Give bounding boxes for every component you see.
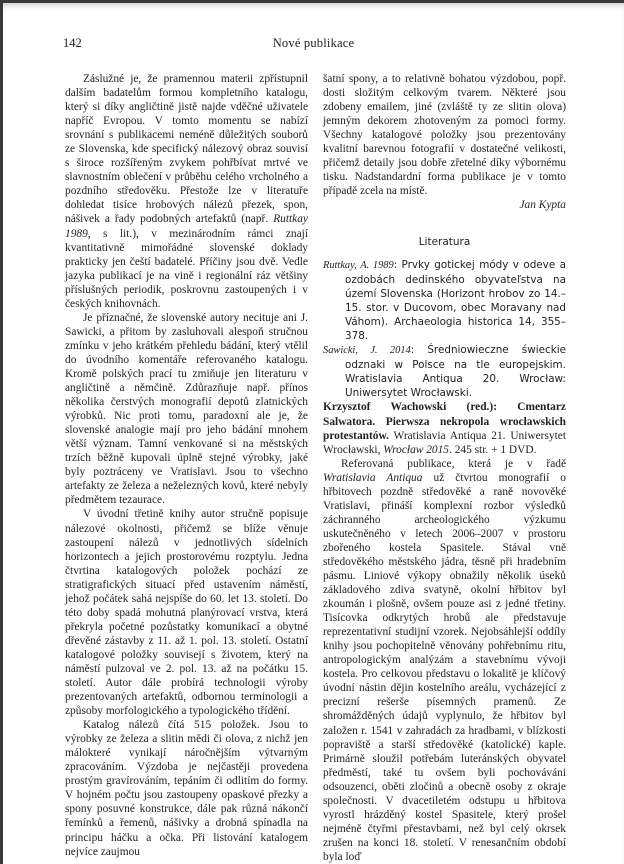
citation: Ruttkay 1989 <box>65 213 308 240</box>
reference-text: : Prvky gotickej módy v odeve a ozdobách dedinského obyvateľstva na území Slovenska (Horizont hrobov zo 14.–15. stor. v Ducovom, obec Moravany nad Váhom). Archaeologia historica 14, 355–378. <box>345 258 566 342</box>
review-series: Wratislavia Antiqua 21. Uniwersytet Wrocławski, <box>323 429 566 456</box>
reference-item <box>323 343 566 400</box>
paragraph <box>65 72 308 311</box>
paragraph-text: Záslužné je, že pramennou materii zpřístupnil dalším badatelům formou kompletního katalogu, který si díky angličtině jistě najde vděčné uživatele napříč Evropou. V tomto momentu se nabízí srovnání s publikacemi neméně důležitých souborů ze Slovenska, kde specifický nálezový obraz souvisí s široce rozšířeným zvykem pohřbívat mrtvé ve slavnostním oblečení v průběhu celého vrcholného a pozdního středověku. Přestože lze v literatuře dohledat tisíce hrobových nálezů přezek, spon, nášivek a řady podobných artefaktů (např. <box>65 73 308 226</box>
paragraph <box>323 457 566 864</box>
paragraph: V úvodní třetině knihy autor stručně popisuje nálezové okolnosti, přičemž se blíže věnuje zastoupení nálezů v jednotlivých sídelních horizontech a jejich prostorovému rozptylu. Jedna čtvrtina katalogových položek pochází ze stratigrafických situací před ustavením náměstí, jehož počátek sahá nejspíše do 60. let 13. století. Do této doby spadá mohutná planýrovací vrstva, která překryla početné pozůstatky komunikací a obytné dřevěné zástavby z 11. až 1. pol. 13. století. Ostatní katalogové položky souvisejí s životem, který na náměstí pulzoval ve 2. pol. 13. až na počátku 15. století. Autor dále probírá technologii výroby prezentovaných artefaktů, odbornou terminologii a způsoby morfologického a typologického třídění. <box>65 508 308 718</box>
paragraph-text: Referovaná publikace, která je v řadě <box>341 457 566 470</box>
right-column <box>323 72 566 864</box>
review-title: Krzysztof Wachowski (red.): Cmentarz Salwatora. Pierwsza nekropola wrocławskich protestantów. <box>323 401 566 442</box>
reference-author: Ruttkay, A. 1989 <box>323 259 394 271</box>
review-place-year: Wrocław 2015 <box>383 443 449 456</box>
paragraph-continuation: šatní spony, a to relativně bohatou výzdobou, popř. dosti složitým celkovým tvarem. Některé jsou zdobeny emailem, jiné (zvláště ty ze slitin olova) jemným dekorem zhotoveným za pomoci formy. Všechny katalogové položky jsou prezentovány kvalitní barevnou fotografií v dostatečné velikosti, přičemž detaily jsou dobře zřetelné díky výbornému tisku. Nadstandardní forma publikace je v tomto případě zcela na místě. <box>323 73 566 198</box>
reference-author: Sawicki, J. 2014 <box>323 345 411 357</box>
page-header <box>63 36 564 52</box>
left-column <box>65 72 308 859</box>
series-name: Wratislavia Antiqua <box>323 471 423 484</box>
paragraph-text: už čtvrtou monografií o hřbitovech pozdně středověké a raně novověké Vratislavi, přináší komplexní rozbor výsledků záchranného archeologického výzkumu uskutečněného v letech 2006–2007 v prostoru zbořeného kostela Spasitele. Stával vně středověkého městského jádra, těsně při hradebním pásmu. Liniové výkopy obnažily několik úseků základového zdiva svatyně, okolní hřbitov byl zkoumán i plošně, ovšem pouze asi z jedné třetiny. Tisícovka odkrytých hrobů ale představuje reprezentativní studijní vzorek. Nejobsáhlejší oddíly knihy jsou pochopitelně věnovány pohřebnímu ritu, antropologickým analýzám a stavebnímu vývoji kostela. Pro celkovou představu o lokalitě je klíčový úvodní nástin dějin kostelního areálu, vycházející z precizní rešerše písemných pramenů. Ze shromážděných údajů vyplynulo, že hřbitov byl založen r. 1541 v zahradách za hradbami, v blízkosti popraviště a starší středověké (katolické) kaple. Primárně sloužil potřebám luteránských obyvatel předměstí, také tu ovšem byli pochováváni odsouzenci, oběti zločinů a obecně osoby z okraje společnosti. V dvacetiletém odstupu u hřbitova vyrostl hrázděný kostel Spasitele, který prošel nejméně čtyřmi přestavbami, než byl celý okrsek zrušen na konci 18. století. V renesančním období byla loď <box>323 471 566 863</box>
reference-item <box>323 258 566 344</box>
page-number: 142 <box>63 36 82 50</box>
reference-text: : Średniowieczne świeckie odznaki w Polsce na tle europejskim. Wratislavia Antiqua 20. Wrocław: Uniwersytet Wrocławski. <box>345 344 567 400</box>
paragraph: Je příznačné, že slovenské autory necituje ani J. Sawicki, a přitom by zasluhovali alespoň stručnou zmínku v jeho krátkém přehledu bádání, který vtělil do úvodního komentáře referovaného katalogu. Kromě polských prací tu zmiňuje jen literaturu v angličtině a němčině. Zdůrazňuje např. přínos několika čerstvých monografií depotů zlatnických výrobků. Nic proti tomu, paradoxní ale je, že slovenské analogie mají pro jeho bádání mnohem větší význam. Tamní venkované si na městských trzích běžně kupovali úplně stejné výrobky, jaké byly poztráceny ve Vratislavi. Jsou to všechno artefakty ze železa a neželezných kovů, které nebyly předmětem tezaurace. <box>65 311 308 507</box>
running-title: Nové publikace <box>272 36 355 50</box>
review-signature: Jan Kypta <box>519 199 566 212</box>
paragraph: Katalog nálezů čítá 515 položek. Jsou to výrobky ze železa a slitin mědi či olova, z nichž jen málokteré vynikají náročnějším výtvarným zpracováním. Výzdoba je nejčastěji provedena prostým gravírováním, tepáním či odlitím do formy. V hojném počtu jsou zastoupeny opaskové přezky a spony posuvné konstrukce, dále pak různá nákončí řemínků a řemenů, nášivky a drobná spínadla na principu háčku a očka. Při listování katalogem nejvíce zaujmou <box>65 719 308 858</box>
review-extent: . 245 str. + 1 DVD. <box>449 443 537 456</box>
literature-heading: Literatura <box>418 236 471 249</box>
paragraph-text: , s lit.), v mezinárodním rámci znají kvantitativně mimořádné slovenské doklady prakticky jen čeští badatelé. Příčiny jsou dvě. Vedle jazyka publikací je na vině i regionální ráz většiny příslušných periodik, poskrovnu zastoupených i v českých knihovnách. <box>65 227 308 310</box>
document-page <box>3 3 624 864</box>
review-bibliographic-entry <box>323 400 566 456</box>
